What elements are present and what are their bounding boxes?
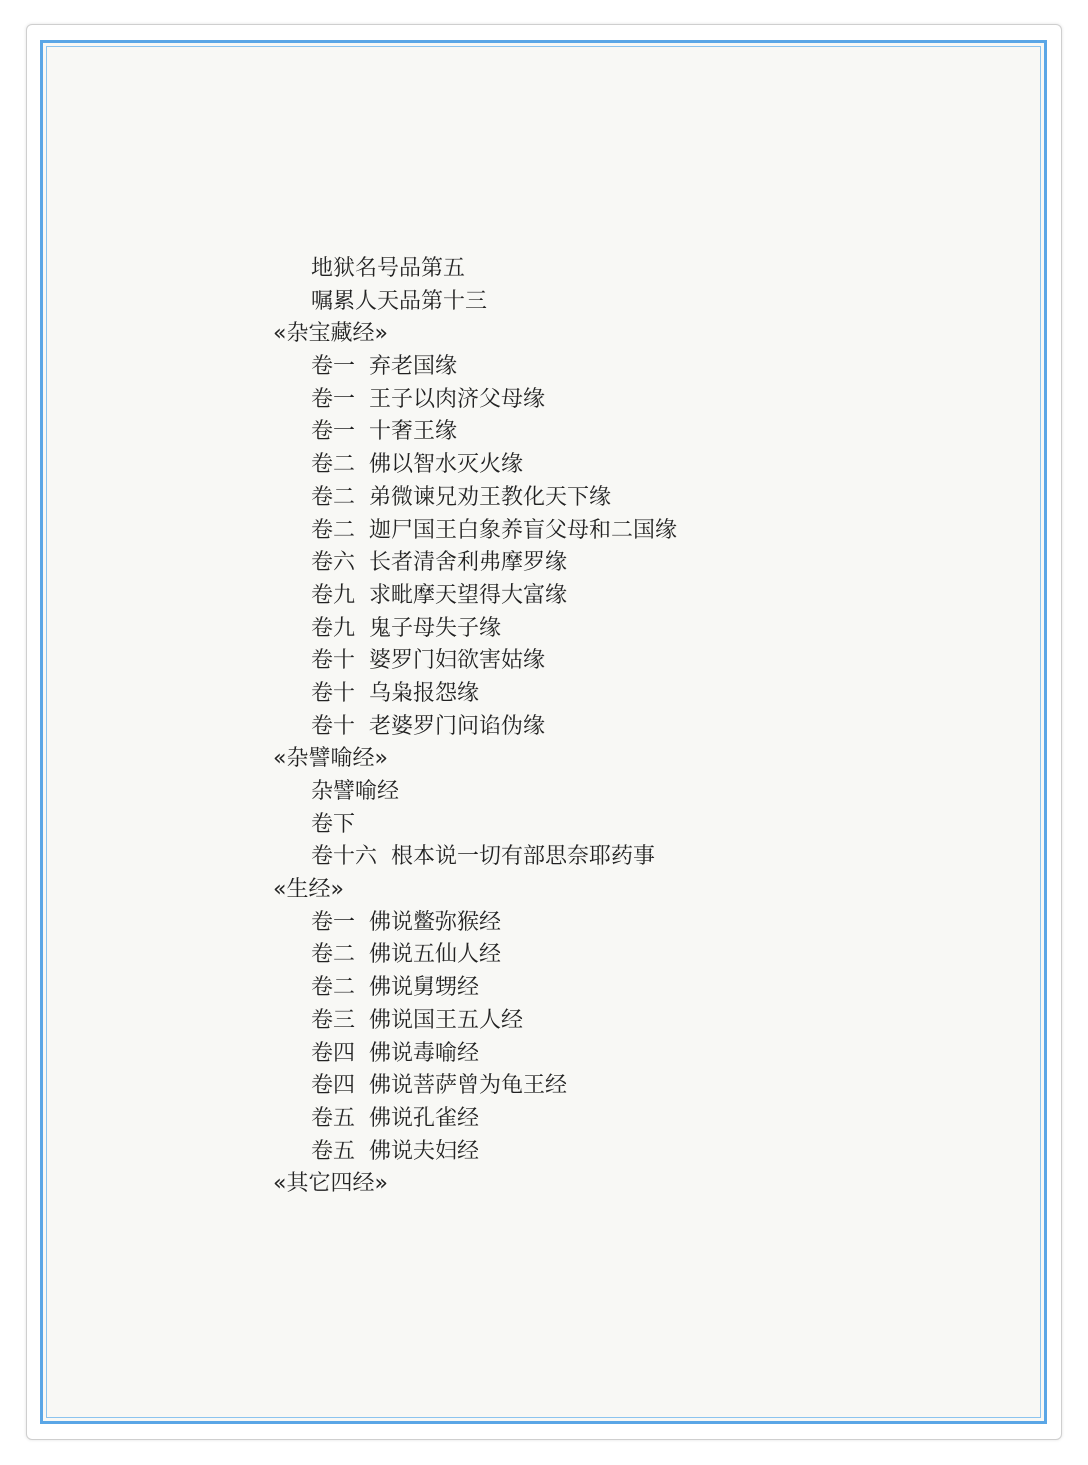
toc-section-heading: «其它四经» [273, 1171, 388, 1197]
toc-entry: 卷十六 根本说一切有部思奈耶药事 [311, 844, 655, 870]
toc-entry: 卷二 迦尸国王白象养盲父母和二国缘 [311, 517, 677, 543]
toc-entry: 卷十 老婆罗门问谄伪缘 [311, 713, 545, 739]
toc-entry: 卷一 佛说鳖弥猴经 [311, 909, 501, 935]
toc-entry: 卷六 长者清舍利弗摩罗缘 [311, 550, 567, 576]
toc-entry: 卷九 求毗摩天望得大富缘 [311, 582, 567, 608]
toc-section-heading: «杂宝藏经» [273, 321, 388, 347]
toc-entry: 卷五 佛说孔雀经 [311, 1105, 479, 1131]
toc-entry: 卷十 婆罗门妇欲害姑缘 [311, 648, 545, 674]
table-of-contents [273, 253, 677, 1201]
toc-entry: 卷九 鬼子母失子缘 [311, 615, 501, 641]
toc-section-heading: «生经» [273, 877, 344, 903]
toc-entry: 卷二 弟微谏兄劝王教化天下缘 [311, 484, 611, 510]
toc-entry: 卷二 佛说舅甥经 [311, 975, 479, 1001]
toc-section-heading: «杂譬喻经» [273, 746, 388, 772]
toc-entry: 卷三 佛说国王五人经 [311, 1007, 523, 1033]
toc-entry: 地狱名号品第五 [311, 256, 466, 281]
toc-entry: 卷下 [311, 811, 356, 837]
toc-entry: 卷五 佛说夫妇经 [311, 1138, 479, 1164]
toc-entry: 卷二 佛说五仙人经 [311, 942, 501, 968]
toc-entry: 杂譬喻经 [311, 779, 400, 804]
toc-entry: 卷四 佛说菩萨曾为龟王经 [311, 1073, 567, 1099]
toc-entry: 卷四 佛说毒喻经 [311, 1040, 479, 1066]
toc-entry: 卷一 十奢王缘 [311, 419, 457, 445]
toc-entry: 卷一 弃老国缘 [311, 354, 457, 380]
toc-entry: 卷十 乌枭报怨缘 [311, 680, 479, 706]
toc-entry: 卷二 佛以智水灭火缘 [311, 452, 523, 478]
toc-entry: 嘱累人天品第十三 [311, 288, 488, 314]
toc-entry: 卷一 王子以肉济父母缘 [311, 386, 545, 412]
